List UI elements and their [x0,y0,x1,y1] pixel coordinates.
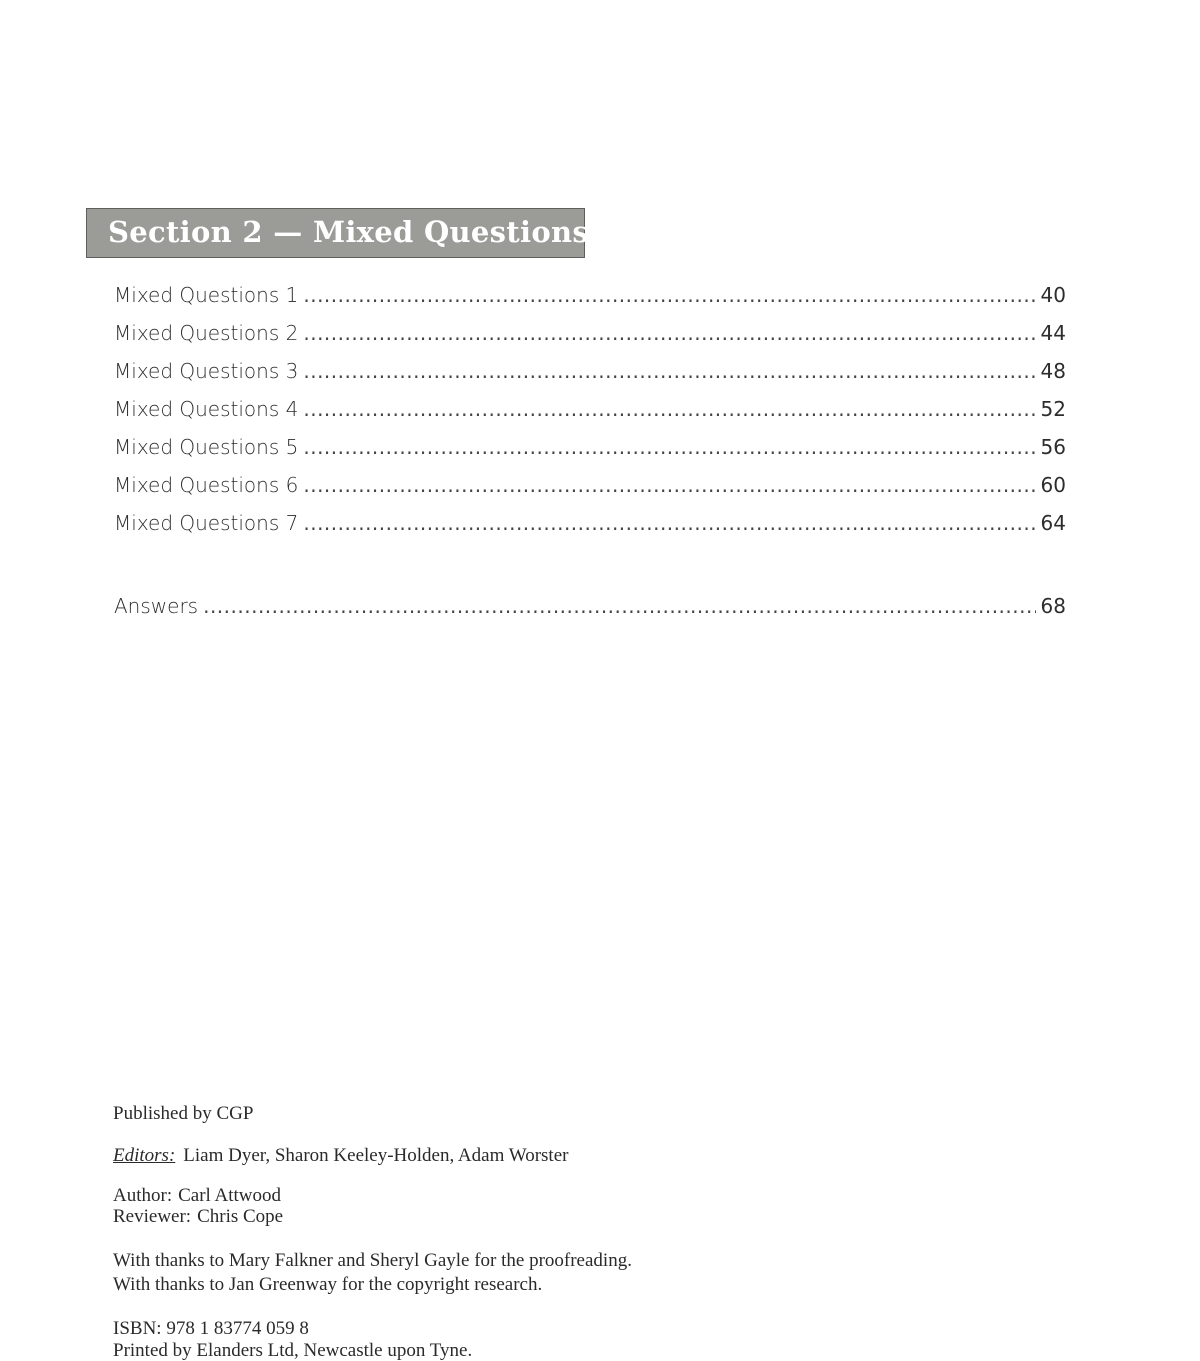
publication-credits [113,1103,813,1361]
toc-dot-leader [303,352,1035,390]
thanks-proofreading: With thanks to Mary Falkner and Sheryl Gayle for the proofreading. [113,1250,632,1271]
toc-entry-title: Mixed Questions 3 [114,359,299,383]
toc-entry-title: Mixed Questions 5 [114,435,299,459]
section-header [86,208,589,258]
toc-dot-leader [303,504,1035,542]
editors-line [113,1145,813,1166]
printer-line: Printed by Elanders Ltd, Newcastle upon Tyne. [113,1340,473,1361]
toc-dot-leader [203,587,1035,625]
toc-entry-page: 52 [1040,397,1066,421]
toc-entry-title: Mixed Questions 7 [114,511,299,535]
toc-entry-page: 40 [1040,283,1066,307]
toc-entry-title: Mixed Questions 1 [114,283,299,307]
toc-dot-leader [303,276,1035,314]
toc-dot-leader [303,466,1035,504]
toc-entry-title: Mixed Questions 2 [114,321,299,345]
toc-entry[interactable] [114,504,1066,542]
toc-entry-page: 44 [1040,321,1066,345]
thanks-copyright: With thanks to Jan Greenway for the copyright research. [113,1274,543,1295]
author-name: Carl Attwood [178,1185,282,1206]
toc-entry-page: 60 [1040,473,1066,497]
toc-entry[interactable] [114,390,1066,428]
author-line [113,1185,813,1206]
toc-entry-page: 56 [1040,435,1066,459]
toc-entry-page: 48 [1040,359,1066,383]
toc-entry-title: Mixed Questions 6 [114,473,299,497]
isbn-line: ISBN: 978 1 83774 059 8 [113,1318,309,1339]
table-of-contents [114,276,1066,625]
toc-dot-leader [303,428,1035,466]
toc-entry[interactable] [114,466,1066,504]
toc-entry-title: Mixed Questions 4 [114,397,299,421]
toc-dot-leader [303,314,1035,352]
reviewer-label: Reviewer: [113,1206,192,1227]
toc-entry[interactable] [114,276,1066,314]
toc-entry-page: 64 [1040,511,1066,535]
section-title: Section 2 — Mixed Questions [108,215,589,249]
toc-entry-answers[interactable] [114,587,1066,625]
reviewer-name: Chris Cope [197,1206,284,1227]
toc-entry[interactable] [114,352,1066,390]
toc-dot-leader [303,390,1035,428]
toc-entry-title: Answers [114,594,199,618]
toc-entry[interactable] [114,428,1066,466]
author-label: Author: [113,1185,173,1206]
editors-label: Editors: [113,1145,176,1166]
toc-entry[interactable] [114,314,1066,352]
editors-names: Liam Dyer, Sharon Keeley-Holden, Adam Worster [183,1145,569,1166]
publisher-line: Published by CGP [113,1103,254,1124]
reviewer-line [113,1206,813,1227]
toc-entry-page: 68 [1040,594,1066,618]
